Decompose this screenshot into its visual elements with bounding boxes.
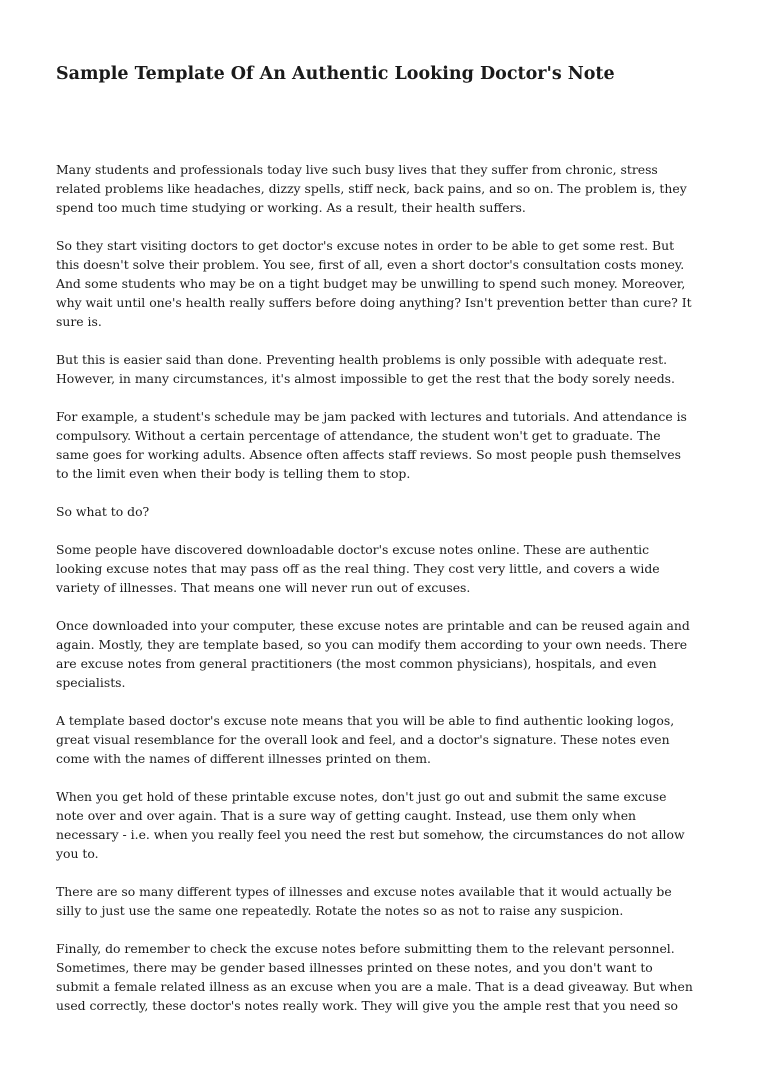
document-title: Sample Template Of An Authentic Looking Doctor's Note (56, 64, 615, 84)
paragraph: Once downloaded into your computer, these excuse notes are printable and can be reused again and again. Mostly, they are template based, so you can modify them according to your own needs. There are excuse notes from general practitioners (the most common physicians), hospitals, and even specialists. (56, 618, 690, 690)
paragraph: Many students and professionals today live such busy lives that they suffer from chronic, stress related problems like headaches, dizzy spells, stiff neck, back pains, and so on. The problem is, they spend too much time studying or working. As a result, their health suffers. (56, 162, 687, 215)
paragraph: Finally, do remember to check the excuse notes before submitting them to the relevant personnel. Sometimes, there may be gender based illnesses printed on these notes, and you don't want to submit a female related illness as an excuse when you are a male. That is a dead giveaway. But when used correctly, these doctor's notes really work. They will give you the ample rest that you need so (56, 941, 693, 1013)
paragraph: So they start visiting doctors to get doctor's excuse notes in order to be able to get some rest. But this doesn't solve their problem. You see, first of all, even a short doctor's consultation costs money. And some students who may be on a tight budget may be unwilling to spend such money. Moreover, why wait until one's health really suffers before doing anything? Isn't prevention better than cure? It sure is. (56, 238, 692, 329)
document-body (56, 160, 716, 1034)
paragraph: Some people have discovered downloadable doctor's excuse notes online. These are authentic looking excuse notes that may pass off as the real thing. They cost very little, and covers a wide variety of illnesses. That means one will never run out of excuses. (56, 542, 660, 595)
paragraph: There are so many different types of illnesses and excuse notes available that it would actually be silly to just use the same one repeatedly. Rotate the notes so as not to raise any suspicion. (56, 884, 672, 918)
paragraph: For example, a student's schedule may be jam packed with lectures and tutorials. And attendance is compulsory. Without a certain percentage of attendance, the student won't get to graduate. The same goes for working adults. Absence often affects staff reviews. So most people push themselves to the limit even when their body is telling them to stop. (56, 409, 687, 481)
paragraph: But this is easier said than done. Preventing health problems is only possible with adequate rest. However, in many circumstances, it's almost impossible to get the rest that the body sorely needs. (56, 352, 675, 386)
paragraph: So what to do? (56, 504, 150, 519)
paragraph: When you get hold of these printable excuse notes, don't just go out and submit the same excuse note over and over again. That is a sure way of getting caught. Instead, use them only when necessary - i.e. when you really feel you need the rest but somehow, the circumstances do not allow you to. (56, 789, 685, 861)
paragraph: A template based doctor's excuse note means that you will be able to find authentic looking logos, great visual resemblance for the overall look and feel, and a doctor's signature. These notes even come with the names of different illnesses printed on them. (56, 713, 675, 766)
